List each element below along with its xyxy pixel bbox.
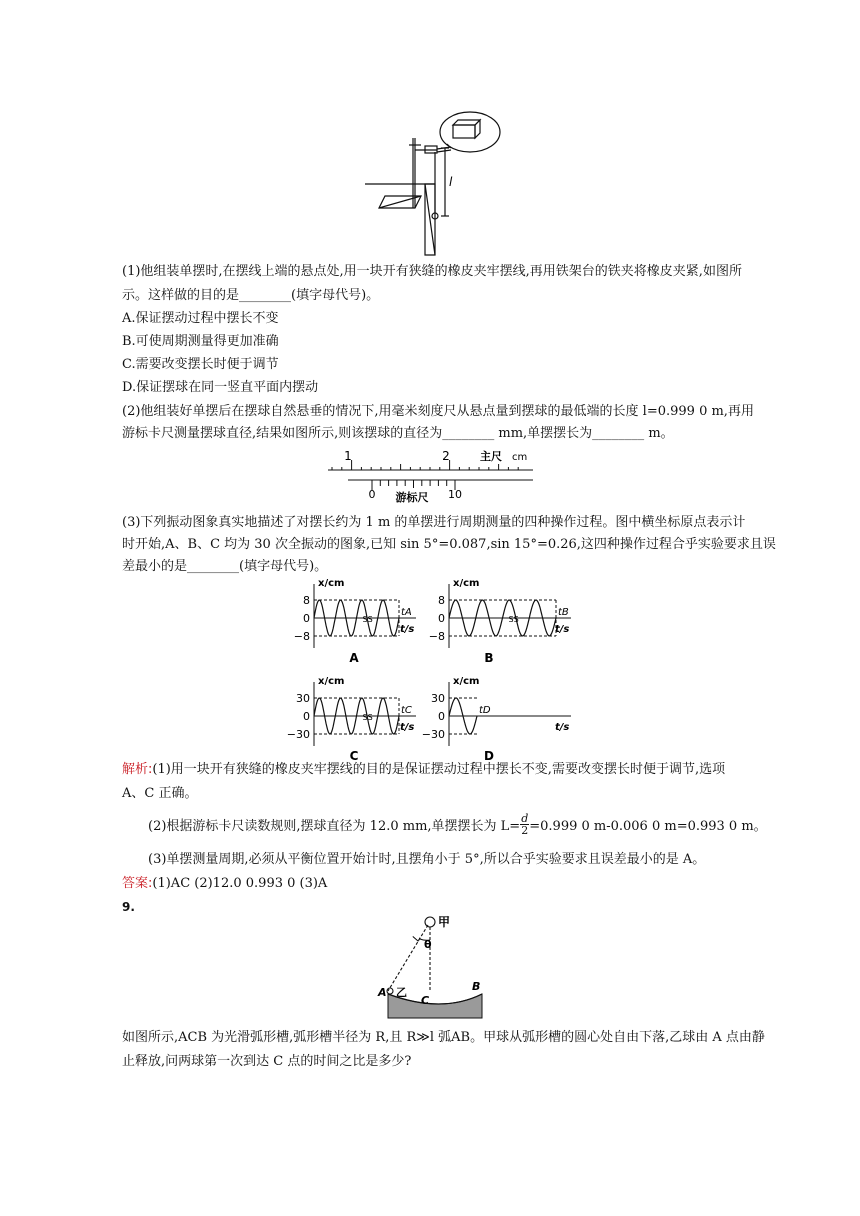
analysis-p1a xyxy=(122,760,725,780)
amp-bottom: −30 xyxy=(421,728,445,741)
pendulum-length-label: l xyxy=(449,175,453,189)
analysis-p1a-text: (1)用一块开有狭缝的橡皮夹牢摆线的目的是保证摆动过程中摆长不变,需要改变摆长时便于调节,选项 xyxy=(152,762,726,777)
fraction xyxy=(520,813,529,836)
analysis-p2-pre: (2)根据游标卡尺读数规则,摆球直径为 12.0 mm,单摆摆长为 L= xyxy=(148,819,521,834)
analysis-tag: 解析: xyxy=(122,762,153,777)
amp-top: 8 xyxy=(303,594,310,607)
y-label: x/cm xyxy=(318,676,345,687)
label-L: L xyxy=(411,933,424,944)
q1-option-d: D.保证摆球在同一竖直平面内摆动 xyxy=(122,380,319,395)
graph-b xyxy=(425,578,575,668)
answer-text: (1)AC (2)12.0 0.993 0 (3)A xyxy=(152,876,328,891)
q3-line3: 差最小的是________(填字母代号)。 xyxy=(122,559,328,574)
analysis-p1b: A、C 正确。 xyxy=(122,786,198,801)
graph-letter: C xyxy=(349,749,359,763)
main-scale-name: 主尺 xyxy=(480,450,502,463)
q1-option-c: C.需要改变摆长时便于调节 xyxy=(122,357,279,372)
graph-d xyxy=(421,676,575,766)
label-B: B xyxy=(472,980,481,993)
axis-break: SS xyxy=(362,713,373,722)
q2-line2: 游标卡尺测量摆球直径,结果如图所示,则该摆球的直径为________ mm,单摆摆长为________ m。 xyxy=(122,426,674,441)
arc-groove-figure xyxy=(372,912,502,1020)
vernier-label-10: 10 xyxy=(448,488,462,501)
x-label: t/s xyxy=(400,624,415,635)
fraction-den: 2 xyxy=(521,824,529,837)
t-marker: tC xyxy=(401,705,412,716)
amp-top: 8 xyxy=(438,594,445,607)
label-A: A xyxy=(378,986,387,999)
q9-number: 9. xyxy=(122,900,135,914)
amp-top: 30 xyxy=(296,692,310,705)
zero-label: 0 xyxy=(438,710,445,723)
graph-letter: B xyxy=(484,651,494,665)
vernier-caliper-figure xyxy=(328,446,538,504)
answer-tag: 答案: xyxy=(122,876,153,891)
pendulum-apparatus-figure xyxy=(365,110,505,255)
label-jia: 甲 xyxy=(438,915,451,929)
x-label: t/s xyxy=(555,722,570,733)
zero-label: 0 xyxy=(438,612,445,625)
q3-line2: 时开始,A、B、C 均为 30 次全振动的图象,已知 sin 5°=0.087,sin 15°=0.26,这四种操作过程合乎实验要求且误 xyxy=(122,537,776,552)
amp-bottom: −30 xyxy=(286,728,310,741)
graph-letter: A xyxy=(349,651,359,665)
axis-break: SS xyxy=(362,615,373,624)
fraction-num: d xyxy=(521,812,529,825)
amp-top: 30 xyxy=(431,692,445,705)
vernier-label-0: 0 xyxy=(368,488,376,501)
label-theta: θ xyxy=(424,938,432,951)
label-C: C xyxy=(421,994,430,1007)
analysis-p2 xyxy=(148,812,767,838)
t-marker: tB xyxy=(558,607,569,618)
zero-label: 0 xyxy=(303,710,310,723)
q2-line1: (2)他组装好单摆后在摆球自然悬垂的情况下,用毫米刻度尺从悬点量到摆球的最低端的长度 l=0.999 0 m,再用 xyxy=(122,404,754,419)
q9-line2: 止释放,问两球第一次到达 C 点的时间之比是多少? xyxy=(122,1054,412,1069)
main-scale-label-1: 1 xyxy=(344,449,352,463)
q1-option-b: B.可使周期测量得更加准确 xyxy=(122,334,279,349)
answer-line xyxy=(122,874,327,894)
axis-break: SS xyxy=(508,615,519,624)
unit-label: cm xyxy=(512,452,528,463)
q1-line2: 示。这样做的目的是________(填字母代号)。 xyxy=(122,288,380,303)
amp-bottom: −8 xyxy=(293,630,310,643)
t-marker: tD xyxy=(479,705,491,716)
x-label: t/s xyxy=(555,624,570,635)
graph-letter: D xyxy=(484,749,494,763)
y-label: x/cm xyxy=(453,676,480,687)
y-label: x/cm xyxy=(318,578,345,589)
q1-option-a: A.保证摆动过程中摆长不变 xyxy=(122,311,279,326)
t-marker: tA xyxy=(401,607,412,618)
y-label: x/cm xyxy=(453,578,480,589)
main-scale-label-2: 2 xyxy=(442,449,450,463)
analysis-p3: (3)单摆测量周期,必须从平衡位置开始计时,且摆角小于 5°,所以合乎实验要求且误差最小的是 A。 xyxy=(148,852,706,867)
analysis-p2-post: =0.999 0 m-0.006 0 m=0.993 0 m。 xyxy=(529,819,767,834)
q9-line1: 如图所示,ACB 为光滑弧形槽,弧形槽半径为 R,且 R≫l 弧AB。甲球从弧形槽的圆心处自由下落,乙球由 A 点由静 xyxy=(122,1030,765,1045)
graph-a xyxy=(290,578,420,668)
graph-c xyxy=(286,676,420,766)
q3-line1: (3)下列振动图象真实地描述了对摆长约为 1 m 的单摆进行周期测量的四种操作过程。图中横坐标原点表示计 xyxy=(122,515,746,530)
amp-bottom: −8 xyxy=(428,630,445,643)
x-label: t/s xyxy=(400,722,415,733)
vernier-scale-name: 游标尺 xyxy=(395,491,429,504)
zero-label: 0 xyxy=(303,612,310,625)
label-yi: 乙 xyxy=(396,986,407,999)
q1-line1: (1)他组装单摆时,在摆线上端的悬点处,用一块开有狭缝的橡皮夹牢摆线,再用铁架台的铁夹将橡皮夹紧,如图所 xyxy=(122,264,742,279)
